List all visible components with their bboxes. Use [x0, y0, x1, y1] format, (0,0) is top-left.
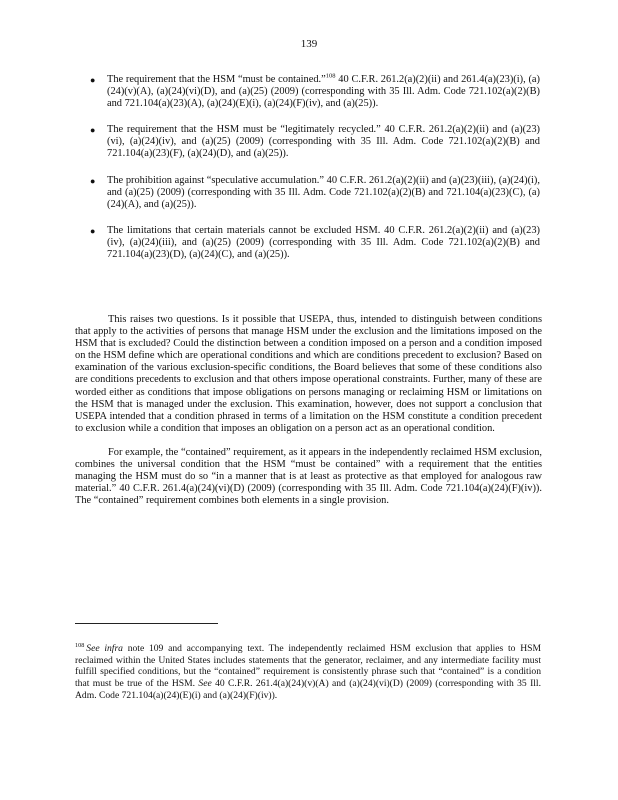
bullet-dot-icon: ●	[90, 125, 96, 136]
paragraph-example-contained: For example, the “contained” requirement, as it appears in the independently reclaimed HSM exclusion, combines the universal condition that the HSM “must be contained” with a requirement that the entities managing the HSM must do so “in a manner that is at least as protective as that employed for analogous raw material.” 40 C.F.R. 261.4(a)(24)(vi)(D) (2009) (corresponding with 35 Ill. Adm. Code 721.104(a)(24)(F)(iv)). The “contained” requirement combines both elements in a single provision.	[75, 446, 542, 507]
bullet-text: The limitations that certain materials cannot be excluded HSM. 40 C.F.R. 261.2(a)(2)(ii) and (a)(23)(iv), (a)(24)(iii), and (a)(25) (2009) (corresponding with 35 Ill. Adm. Code 721.102(a)(2)(B) and 721.104(a)(23)(D), (a)(24)(C), and (a)(25)).	[107, 224, 540, 261]
footnote-signal-see-infra: See infra	[86, 643, 123, 654]
bullet-text: The requirement that the HSM “must be contained.”	[107, 74, 326, 85]
footnote-reference[interactable]: 108	[325, 72, 336, 80]
bullet-dot-icon: ●	[90, 75, 96, 85]
bullet-item-contained	[88, 74, 540, 110]
footnote-separator	[75, 623, 218, 624]
footnote-number: 108	[75, 641, 85, 649]
footnote-text-continued: 40 C.F.R. 261.4(a)(24)(v)(A) and (a)(24)(vi)(D) (2009) (corresponding with 35 Ill. Adm. Code 721.104(a)(24)(E)(i) and (a)(24)(F)(iv)).	[75, 678, 541, 701]
bullet-text: The requirement that the HSM must be “legitimately recycled.” 40 C.F.R. 261.2(a)(2)(ii) and (a)(23)(vi), (a)(24)(iv), and (a)(25) (2009) (corresponding with 35 Ill. Adm. Code 721.102(a)(2)(B) and 721.104(a)(23)(F), (a)(24)(D), and (a)(25)).	[107, 124, 540, 160]
bullet-item-legitimately-recycled	[88, 124, 540, 160]
bullet-text-continued: 40 C.F.R. 261.2(a)(2)(ii) and 261.4(a)(23)(i), (a)(24)(v)(A), (a)(24)(vi)(D), and (a)(25) (2009) (corresponding with 35 Ill. Adm. Code 721.102(a)(2)(B) and 721.104(a)(23)(A), (a)(24)(E)(i), (a)(24)(F)(iv), and (a)(25)).	[107, 74, 540, 110]
footnote-text: note 109 and accompanying text. The independently reclaimed HSM exclusion that applies to HSM reclaimed within the United States includes statements that the generator, reclaimer, and any intermediate facility must fulfill specified conditions, but the “contained” requirement is consistently phrase such that “contained” is a condition that must be true of the HSM.	[75, 643, 541, 690]
bullet-dot-icon: ●	[90, 225, 96, 236]
paragraph-two-questions: This raises two questions. Is it possible that USEPA, thus, intended to distinguish between conditions that apply to the activities of persons that manage HSM under the exclusion and the limitations imposed on the HSM that is excluded? Could the distinction between a condition imposed on a person and a condition imposed on the HSM define which are operational conditions and which are conditions precedent to exclusion? Based on examination of the various exclusion-specific conditions, the Board believes that some of these conditions also are conditions precedents to exclusion and that others impose operational constraints. Further, many of these are worded either as conditions that impose obligations on persons managing or reclaiming HSM or limitations on the HSM that is managed under the exclusion. This examination, however, does not support a conclusion that USEPA intended that a condition phrased in terms of a limitation on the HSM constitute a condition precedent to exclusion while a condition that imposes an obligation on a person act as an operational condition.	[75, 314, 542, 434]
bullet-dot-icon: ●	[90, 175, 96, 186]
page-number: 139	[300, 38, 318, 50]
bullet-text: The prohibition against “speculative accumulation.” 40 C.F.R. 261.2(a)(2)(ii) and (a)(23)(iii), (a)(24)(i), and (a)(25) (2009) (corresponding with 35 Ill. Adm. Code 721.102(a)(2)(B) and 721.104(a)(23)(C), (a)(24)(A), and (a)(25)).	[107, 174, 540, 210]
bullet-item-speculative-accumulation	[88, 175, 540, 211]
body-text	[75, 314, 542, 519]
requirements-bullet-list	[88, 74, 540, 275]
footnote-signal-see: See	[198, 678, 212, 690]
footnote-108	[75, 643, 541, 702]
bullet-item-limitations	[88, 225, 540, 261]
